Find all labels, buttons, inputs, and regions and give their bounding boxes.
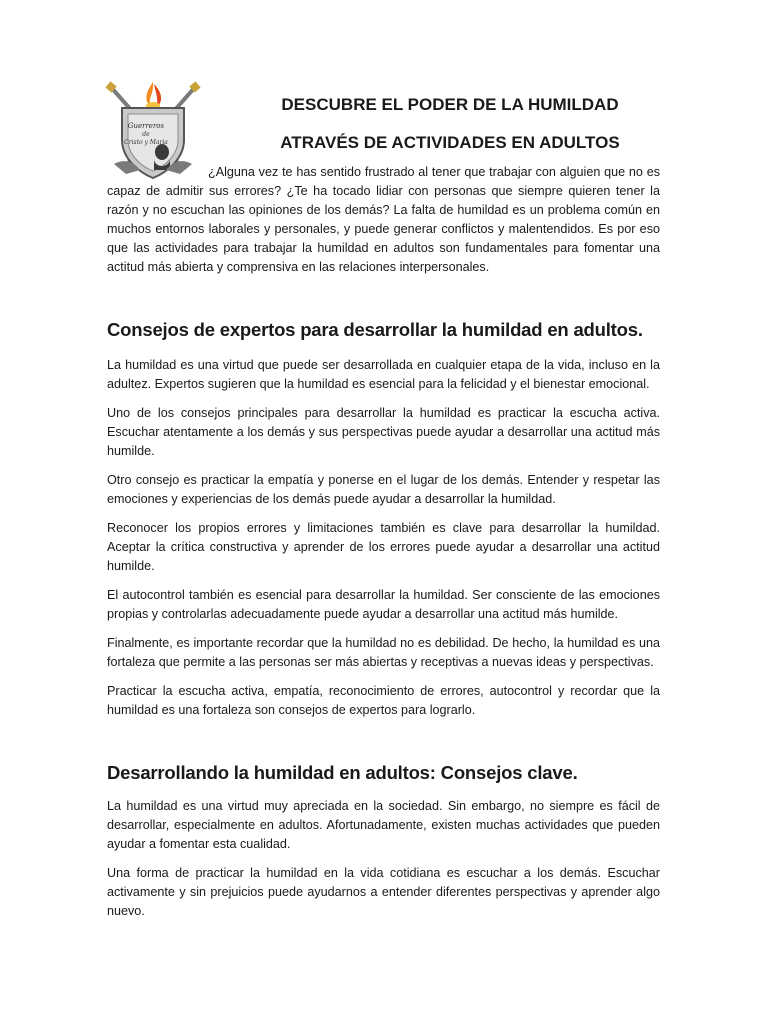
section2-paragraph: Una forma de practicar la humildad en la vida cotidiana es escuchar a los demás. Escuchar activamente y sin prejuicios puede ayudarnos a entender diferentes perspectivas y aprender algo nuevo. xyxy=(107,866,660,918)
section1-heading: Consejos de expertos para desarrollar la humildad en adultos. xyxy=(107,319,643,340)
svg-text:de: de xyxy=(142,131,150,138)
section2-body xyxy=(107,797,660,931)
section1-paragraph: Uno de los consejos principales para desarrollar la humildad es practicar la escucha activa. Escuchar atentamente a los demás y sus perspectivas puede ayudar a desarrollar una actitud más humilde. xyxy=(107,406,660,458)
intro-paragraph xyxy=(107,163,660,287)
section1-paragraph: Otro consejo es practicar la empatía y ponerse en el lugar de los demás. Entender y respetar las emociones y experiencias de los demás puede ayudar a desarrollar la humildad. xyxy=(107,473,660,506)
svg-text:Guerreros: Guerreros xyxy=(127,122,165,130)
document-title-line-2: ATRAVÉS DE ACTIVIDADES EN ADULTOS xyxy=(280,133,620,152)
section2-heading: Desarrollando la humildad en adultos: Consejos clave. xyxy=(107,762,578,783)
section1-paragraph: Finalmente, es importante recordar que la humildad no es debilidad. De hecho, la humildad es una fortaleza que permite a las personas ser más abiertas y receptivas a nuevas ideas y perspectivas. xyxy=(107,636,660,669)
svg-text:Cristo y Maria: Cristo y Maria xyxy=(124,139,168,146)
document-title-line-1: DESCUBRE EL PODER DE LA HUMILDAD xyxy=(281,95,619,114)
intro-text: ¿Alguna vez te has sentido frustrado al tener que trabajar con alguien que no es capaz de admitir sus errores? ¿Te ha tocado lidiar con personas que siempre quieren tener la razón y no escuchan las opiniones de los demás? La falta de humildad es un problema común en muchos entornos laborales y personales, y puede generar conflictos y malentendidos. Es por eso que las actividades para trabajar la humildad en adultos son fundamentales para fomentar una actitud más abierta y comprensiva en las relaciones interpersonales. xyxy=(107,165,660,274)
section1-paragraph: Practicar la escucha activa, empatía, reconocimiento de errores, autocontrol y recordar que la humildad es una fortaleza son consejos de expertos para lograrlo. xyxy=(107,684,660,717)
section1-paragraph: El autocontrol también es esencial para desarrollar la humildad. Ser consciente de las emociones propias y controlarlas adecuadamente puede ayudar a desarrollar una actitud más humilde. xyxy=(107,588,660,621)
section1-paragraph: Reconocer los propios errores y limitaciones también es clave para desarrollar la humildad. Aceptar la crítica constructiva y aprender de los errores puede ayudar a desarrollar una actitud humilde. xyxy=(107,521,660,573)
section1-body xyxy=(107,356,660,730)
section2-paragraph: La humildad es una virtud muy apreciada en la sociedad. Sin embargo, no siempre es fácil de desarrollar, especialmente en adultos. Afortunadamente, existen muchas actividades que pueden ayudar a fomentar esta cualidad. xyxy=(107,799,660,851)
section1-paragraph: La humildad es una virtud que puede ser desarrollada en cualquier etapa de la vida, incluso en la adultez. Expertos sugieren que la humildad es esencial para la felicidad y el bienestar emocional. xyxy=(107,358,660,391)
